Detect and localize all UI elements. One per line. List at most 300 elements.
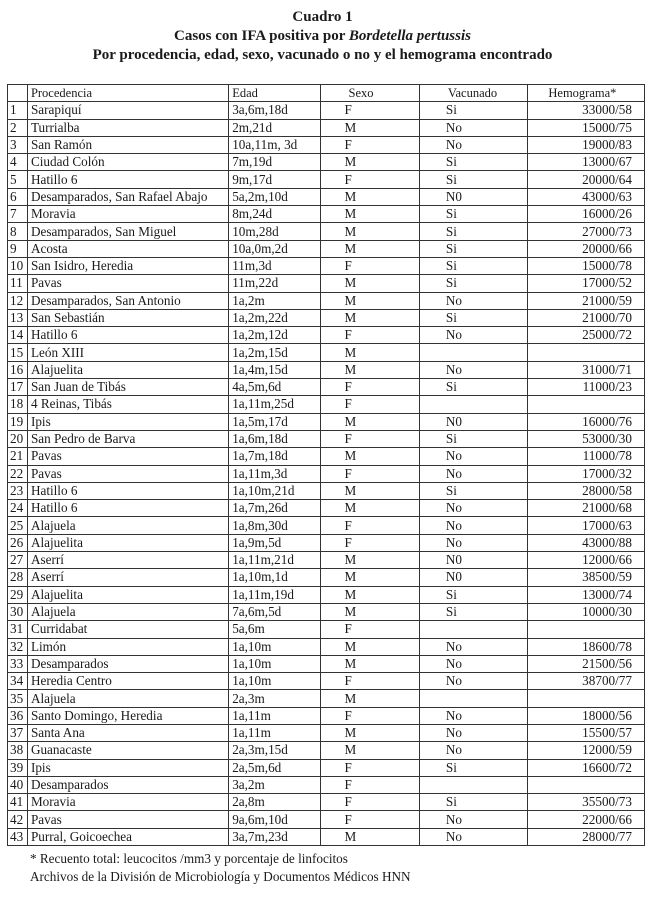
table-row [8, 534, 645, 551]
cases-table [7, 84, 645, 846]
vacunado-cell [419, 776, 528, 793]
vacunado-cell: No [419, 292, 528, 309]
row-number: 42 [8, 811, 28, 828]
edad-cell: 1a,10m,21d [229, 482, 320, 499]
vacunado-cell: Si [419, 430, 528, 447]
vacunado-cell: No [419, 361, 528, 378]
table-subtitle: Por procedencia, edad, sexo, vacunado o no y el hemograma encontrado [92, 47, 553, 63]
edad-cell: 1a,2m [229, 292, 320, 309]
edad-cell: 1a,11m,21d [229, 552, 320, 569]
edad-cell: 1a,2m,15d [229, 344, 320, 361]
vacunado-cell: N0 [419, 413, 528, 430]
sexo-cell: M [320, 500, 419, 517]
row-number: 31 [8, 621, 28, 638]
hemograma-cell: 17000/32 [528, 465, 645, 482]
hemograma-cell: 27000/73 [528, 223, 645, 240]
row-number: 4 [8, 154, 28, 171]
sexo-cell: M [320, 119, 419, 136]
edad-cell: 1a,2m,12d [229, 327, 320, 344]
row-number: 30 [8, 603, 28, 620]
table-row [8, 465, 645, 482]
vacunado-cell: No [419, 517, 528, 534]
header-vacunado: Vacunado [419, 85, 528, 102]
sexo-cell: M [320, 552, 419, 569]
header-edad: Edad [229, 85, 320, 102]
sexo-cell: M [320, 603, 419, 620]
vacunado-cell: Si [419, 603, 528, 620]
vacunado-cell: No [419, 327, 528, 344]
vacunado-cell: No [419, 465, 528, 482]
sexo-cell: M [320, 828, 419, 845]
row-number: 1 [8, 102, 28, 119]
vacunado-cell: Si [419, 379, 528, 396]
hemograma-cell: 13000/74 [528, 586, 645, 603]
edad-cell: 1a,5m,17d [229, 413, 320, 430]
vacunado-cell: Si [419, 154, 528, 171]
edad-cell: 1a,7m,26d [229, 500, 320, 517]
row-number: 33 [8, 655, 28, 672]
sexo-cell: M [320, 482, 419, 499]
row-number: 19 [8, 413, 28, 430]
table-row [8, 430, 645, 447]
vacunado-cell: N0 [419, 188, 528, 205]
table-row [8, 154, 645, 171]
vacunado-cell: Si [419, 482, 528, 499]
edad-cell: 8m,24d [229, 206, 320, 223]
hemograma-cell: 21000/70 [528, 309, 645, 326]
row-number: 41 [8, 794, 28, 811]
sexo-cell: F [320, 379, 419, 396]
table-row [8, 586, 645, 603]
vacunado-cell: No [419, 828, 528, 845]
procedencia-cell: Sarapiquí [27, 102, 228, 119]
edad-cell: 2a,5m,6d [229, 759, 320, 776]
edad-cell: 4a,5m,6d [229, 379, 320, 396]
table-row [8, 448, 645, 465]
row-number: 15 [8, 344, 28, 361]
hemograma-cell: 20000/64 [528, 171, 645, 188]
row-number: 17 [8, 379, 28, 396]
vacunado-cell: No [419, 500, 528, 517]
vacunado-cell: No [419, 673, 528, 690]
procedencia-cell: Pavas [27, 465, 228, 482]
vacunado-cell: No [419, 119, 528, 136]
hemograma-cell: 43000/63 [528, 188, 645, 205]
procedencia-cell: San Ramón [27, 136, 228, 153]
procedencia-cell: 4 Reinas, Tibás [27, 396, 228, 413]
table-row [8, 327, 645, 344]
row-number: 18 [8, 396, 28, 413]
row-number: 8 [8, 223, 28, 240]
table-row [8, 275, 645, 292]
sexo-cell: F [320, 673, 419, 690]
edad-cell: 1a,11m [229, 707, 320, 724]
row-number: 7 [8, 206, 28, 223]
procedencia-cell: Alajuelita [27, 361, 228, 378]
sexo-cell: M [320, 154, 419, 171]
hemograma-cell [528, 776, 645, 793]
vacunado-cell: No [419, 638, 528, 655]
table-row [8, 655, 645, 672]
table-row [8, 603, 645, 620]
table-row [8, 759, 645, 776]
edad-cell: 3a,2m [229, 776, 320, 793]
table-row [8, 119, 645, 136]
edad-cell: 1a,10m,1d [229, 569, 320, 586]
hemograma-cell [528, 690, 645, 707]
vacunado-cell: Si [419, 759, 528, 776]
procedencia-cell: Ipis [27, 759, 228, 776]
sexo-cell: M [320, 638, 419, 655]
edad-cell: 10a,11m, 3d [229, 136, 320, 153]
table-row [8, 690, 645, 707]
row-number: 14 [8, 327, 28, 344]
edad-cell: 1a,2m,22d [229, 309, 320, 326]
row-number: 34 [8, 673, 28, 690]
hemograma-cell: 21000/68 [528, 500, 645, 517]
row-number: 43 [8, 828, 28, 845]
procedencia-cell: San Pedro de Barva [27, 430, 228, 447]
edad-cell: 3a,7m,23d [229, 828, 320, 845]
table-row [8, 396, 645, 413]
vacunado-cell: No [419, 707, 528, 724]
row-number: 5 [8, 171, 28, 188]
table-row [8, 379, 645, 396]
procedencia-cell: Pavas [27, 448, 228, 465]
edad-cell: 7a,6m,5d [229, 603, 320, 620]
table-row [8, 102, 645, 119]
header-num [8, 85, 28, 102]
vacunado-cell: Si [419, 223, 528, 240]
table-row [8, 500, 645, 517]
hemograma-cell: 16600/72 [528, 759, 645, 776]
edad-cell: 2a,3m [229, 690, 320, 707]
edad-cell: 1a,4m,15d [229, 361, 320, 378]
row-number: 25 [8, 517, 28, 534]
table-row [8, 171, 645, 188]
table-row [8, 240, 645, 257]
sexo-cell: F [320, 257, 419, 274]
row-number: 27 [8, 552, 28, 569]
edad-cell: 1a,10m [229, 655, 320, 672]
sexo-cell: F [320, 759, 419, 776]
procedencia-cell: Ciudad Colón [27, 154, 228, 171]
vacunado-cell: N0 [419, 569, 528, 586]
row-number: 23 [8, 482, 28, 499]
footnote-hemograma: * Recuento total: leucocitos /mm3 y porcentaje de linfocitos [30, 851, 348, 866]
sexo-cell: M [320, 344, 419, 361]
header-sexo: Sexo [320, 85, 419, 102]
hemograma-cell [528, 621, 645, 638]
table-row [8, 482, 645, 499]
edad-cell: 1a,10m [229, 638, 320, 655]
sexo-cell: F [320, 171, 419, 188]
table-row [8, 206, 645, 223]
sexo-cell: M [320, 742, 419, 759]
header-hemograma: Hemograma* [528, 85, 645, 102]
hemograma-cell: 53000/30 [528, 430, 645, 447]
hemograma-cell: 38700/77 [528, 673, 645, 690]
table-row [8, 828, 645, 845]
edad-cell: 1a,8m,30d [229, 517, 320, 534]
edad-cell: 1a,11m,19d [229, 586, 320, 603]
sexo-cell: F [320, 465, 419, 482]
sexo-cell: M [320, 223, 419, 240]
vacunado-cell: No [419, 136, 528, 153]
procedencia-cell: Curridabat [27, 621, 228, 638]
procedencia-cell: Desamparados, San Rafael Abajo [27, 188, 228, 205]
hemograma-cell: 17000/63 [528, 517, 645, 534]
row-number: 35 [8, 690, 28, 707]
edad-cell: 1a,9m,5d [229, 534, 320, 551]
hemograma-cell: 12000/66 [528, 552, 645, 569]
procedencia-cell: Hatillo 6 [27, 482, 228, 499]
table-row [8, 776, 645, 793]
sexo-cell: M [320, 448, 419, 465]
procedencia-cell: Santa Ana [27, 724, 228, 741]
table-row [8, 223, 645, 240]
edad-cell: 5a,2m,10d [229, 188, 320, 205]
table-title-text: Casos con IFA positiva por [174, 28, 349, 44]
edad-cell: 5a,6m [229, 621, 320, 638]
table-header-row [8, 85, 645, 102]
vacunado-cell: Si [419, 171, 528, 188]
sexo-cell: F [320, 811, 419, 828]
edad-cell: 1a,7m,18d [229, 448, 320, 465]
row-number: 39 [8, 759, 28, 776]
sexo-cell: F [320, 327, 419, 344]
table-number-title: Cuadro 1 [292, 9, 353, 25]
hemograma-cell: 43000/88 [528, 534, 645, 551]
sexo-cell: M [320, 206, 419, 223]
hemograma-cell: 12000/59 [528, 742, 645, 759]
edad-cell: 3a,6m,18d [229, 102, 320, 119]
row-number: 29 [8, 586, 28, 603]
vacunado-cell: Si [419, 257, 528, 274]
hemograma-cell: 19000/83 [528, 136, 645, 153]
hemograma-cell: 20000/66 [528, 240, 645, 257]
sexo-cell: M [320, 690, 419, 707]
procedencia-cell: Moravia [27, 794, 228, 811]
edad-cell: 10m,28d [229, 223, 320, 240]
procedencia-cell: Desamparados, San Miguel [27, 223, 228, 240]
procedencia-cell: Turrialba [27, 119, 228, 136]
hemograma-cell: 11000/78 [528, 448, 645, 465]
table-row [8, 707, 645, 724]
vacunado-cell: Si [419, 275, 528, 292]
hemograma-cell: 31000/71 [528, 361, 645, 378]
edad-cell: 11m,3d [229, 257, 320, 274]
edad-cell: 10a,0m,2d [229, 240, 320, 257]
vacunado-cell: No [419, 724, 528, 741]
table-body [8, 102, 645, 846]
procedencia-cell: Alajuela [27, 690, 228, 707]
hemograma-cell: 16000/26 [528, 206, 645, 223]
edad-cell: 2m,21d [229, 119, 320, 136]
table-row [8, 794, 645, 811]
sexo-cell: M [320, 240, 419, 257]
table-row [8, 552, 645, 569]
table-row [8, 569, 645, 586]
procedencia-cell: León XIII [27, 344, 228, 361]
procedencia-cell: Hatillo 6 [27, 327, 228, 344]
vacunado-cell [419, 621, 528, 638]
vacunado-cell: Si [419, 206, 528, 223]
row-number: 11 [8, 275, 28, 292]
procedencia-cell: Aserrí [27, 552, 228, 569]
sexo-cell: M [320, 724, 419, 741]
row-number: 26 [8, 534, 28, 551]
hemograma-cell: 17000/52 [528, 275, 645, 292]
procedencia-cell: San Isidro, Heredia [27, 257, 228, 274]
procedencia-cell: Hatillo 6 [27, 500, 228, 517]
row-number: 37 [8, 724, 28, 741]
sexo-cell: M [320, 655, 419, 672]
procedencia-cell: Desamparados, San Antonio [27, 292, 228, 309]
sexo-cell: M [320, 586, 419, 603]
hemograma-cell: 22000/66 [528, 811, 645, 828]
hemograma-cell: 21500/56 [528, 655, 645, 672]
row-number: 38 [8, 742, 28, 759]
vacunado-cell [419, 344, 528, 361]
edad-cell: 2a,8m [229, 794, 320, 811]
sexo-cell: F [320, 396, 419, 413]
table-row [8, 811, 645, 828]
hemograma-cell: 16000/76 [528, 413, 645, 430]
vacunado-cell: N0 [419, 552, 528, 569]
procedencia-cell: Alajuelita [27, 534, 228, 551]
row-number: 28 [8, 569, 28, 586]
row-number: 40 [8, 776, 28, 793]
row-number: 6 [8, 188, 28, 205]
hemograma-cell: 28000/58 [528, 482, 645, 499]
procedencia-cell: Alajuela [27, 603, 228, 620]
procedencia-cell: Moravia [27, 206, 228, 223]
procedencia-cell: Limón [27, 638, 228, 655]
edad-cell: 1a,10m [229, 673, 320, 690]
row-number: 3 [8, 136, 28, 153]
row-number: 32 [8, 638, 28, 655]
edad-cell: 1a,6m,18d [229, 430, 320, 447]
procedencia-cell: Guanacaste [27, 742, 228, 759]
sexo-cell: F [320, 517, 419, 534]
row-number: 22 [8, 465, 28, 482]
procedencia-cell: Hatillo 6 [27, 171, 228, 188]
sexo-cell: M [320, 569, 419, 586]
vacunado-cell: Si [419, 102, 528, 119]
vacunado-cell: No [419, 742, 528, 759]
vacunado-cell: No [419, 534, 528, 551]
footnote-source: Archivos de la División de Microbiología y Documentos Médicos HNN [30, 869, 411, 884]
vacunado-cell: Si [419, 794, 528, 811]
edad-cell: 1a,11m,25d [229, 396, 320, 413]
row-number: 20 [8, 430, 28, 447]
table-row [8, 257, 645, 274]
hemograma-cell [528, 396, 645, 413]
sexo-cell: M [320, 413, 419, 430]
sexo-cell: F [320, 794, 419, 811]
row-number: 21 [8, 448, 28, 465]
edad-cell: 2a,3m,15d [229, 742, 320, 759]
edad-cell: 7m,19d [229, 154, 320, 171]
table-row [8, 673, 645, 690]
procedencia-cell: Desamparados [27, 655, 228, 672]
hemograma-cell: 18000/56 [528, 707, 645, 724]
procedencia-cell: Pavas [27, 275, 228, 292]
row-number: 9 [8, 240, 28, 257]
vacunado-cell [419, 396, 528, 413]
vacunado-cell: Si [419, 240, 528, 257]
sexo-cell: M [320, 275, 419, 292]
edad-cell: 11m,22d [229, 275, 320, 292]
row-number: 36 [8, 707, 28, 724]
procedencia-cell: Aserrí [27, 569, 228, 586]
table-row [8, 638, 645, 655]
procedencia-cell: Alajuelita [27, 586, 228, 603]
header-procedencia: Procedencia [27, 85, 228, 102]
document-title-block [0, 8, 645, 65]
table-row [8, 344, 645, 361]
sexo-cell: F [320, 621, 419, 638]
sexo-cell: F [320, 707, 419, 724]
hemograma-cell: 33000/58 [528, 102, 645, 119]
procedencia-cell: Santo Domingo, Heredia [27, 707, 228, 724]
hemograma-cell: 15000/78 [528, 257, 645, 274]
table-row [8, 724, 645, 741]
table-row [8, 413, 645, 430]
hemograma-cell: 25000/72 [528, 327, 645, 344]
vacunado-cell [419, 690, 528, 707]
sexo-cell: F [320, 430, 419, 447]
row-number: 10 [8, 257, 28, 274]
procedencia-cell: San Sebastián [27, 309, 228, 326]
edad-cell: 1a,11m,3d [229, 465, 320, 482]
procedencia-cell: San Juan de Tibás [27, 379, 228, 396]
vacunado-cell: No [419, 655, 528, 672]
table-row [8, 309, 645, 326]
procedencia-cell: Ipis [27, 413, 228, 430]
table-row [8, 188, 645, 205]
sexo-cell: M [320, 309, 419, 326]
table-title [0, 27, 645, 46]
procedencia-cell: Alajuela [27, 517, 228, 534]
hemograma-cell: 11000/23 [528, 379, 645, 396]
table-row [8, 517, 645, 534]
sexo-cell: F [320, 102, 419, 119]
footnotes [30, 850, 411, 886]
row-number: 12 [8, 292, 28, 309]
edad-cell: 1a,11m [229, 724, 320, 741]
sexo-cell: M [320, 361, 419, 378]
table-row [8, 621, 645, 638]
procedencia-cell: Purral, Goicoechea [27, 828, 228, 845]
row-number: 13 [8, 309, 28, 326]
hemograma-cell: 38500/59 [528, 569, 645, 586]
hemograma-cell [528, 344, 645, 361]
sexo-cell: F [320, 534, 419, 551]
vacunado-cell: No [419, 811, 528, 828]
procedencia-cell: Acosta [27, 240, 228, 257]
procedencia-cell: Pavas [27, 811, 228, 828]
table-title-species: Bordetella pertussis [348, 28, 471, 44]
table-row [8, 136, 645, 153]
sexo-cell: F [320, 136, 419, 153]
row-number: 24 [8, 500, 28, 517]
hemograma-cell: 15000/75 [528, 119, 645, 136]
hemograma-cell: 18600/78 [528, 638, 645, 655]
hemograma-cell: 10000/30 [528, 603, 645, 620]
hemograma-cell: 28000/77 [528, 828, 645, 845]
